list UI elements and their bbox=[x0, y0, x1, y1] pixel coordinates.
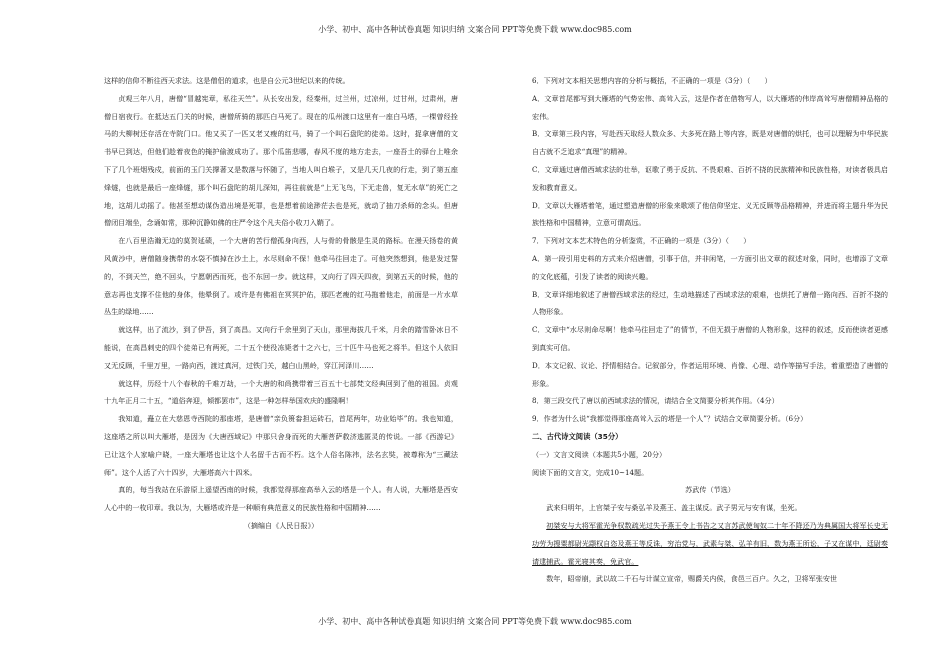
question-line: 7．下列对文本艺术特色的分析鉴赏，不正确的一项是（3分）（ ） bbox=[532, 236, 751, 246]
question-line: B．文章第三段内容，写赴西天取经人数众多、大多死在路上等内容，既是对唐僧的烘托，也可以理解为中华民族自古就不乏追求“真理”的精神。 bbox=[532, 129, 888, 157]
question-line: C．文章通过唐僧西域求法的壮举，讴歌了勇于反抗、不畏艰难、百折不挠的民族精神和民族性格，对读者极具启发和教育意义。 bbox=[532, 164, 888, 192]
passage-underlined: 初桀安与大将军霍光争权数疏光过失予燕王令上书告之又言苏武使匈奴二十年不降还乃为典属国大将军长史无功劳为搜粟都尉光颛权自恣及燕王等反诛，穷治党与，武素与桀、弘羊有旧，数为燕王所讼，子又在谋中，廷尉奏请逮捕武。霍光寝其奏，免武官。 bbox=[532, 520, 888, 566]
left-paragraph: 真的，每当我站在乐游原上遥望西南的时候，我都觉得那座高举入云的塔是一个人。有人说，大雁塔是西安人心中的一枚印章。我以为，大雁塔或许是一种顺有典范意义的民族性格和中国精神…… bbox=[104, 485, 458, 513]
left-paragraph: 就这样，历经十八个春秋的千难万劫，一个大唐的和尚携带着三百五十七部梵文经典回到了他的祖国。贞观十九年正月二十五，“道俗奔迎，倾都罢市”，这是一种怎样举国欢庆的盛隆啊！ bbox=[104, 378, 458, 406]
passage-title: 苏武传（节选） bbox=[685, 485, 735, 495]
subsection-heading: （一）文言文阅读（本题共5小题，20分） bbox=[532, 449, 667, 459]
page-header-watermark: 小学、初中、高中各种试卷真题 知识归纳 文案合同 PPT等免费下载 www.doc985.com bbox=[318, 25, 632, 34]
left-paragraph: 贞观三年八月，唐僧“冒越宪章，私往天竺”。从长安出发，经秦州，过兰州，过凉州，过甘州，过肃州，唐僧日宿夜行。在抵达五门关的时候，唐僧所骑的那匹白马死了。现在的瓜州渡口这里有一座白马塔，一棵曾经拴马的大柳树还存活在寺院门口。他又买了一匹又老又瘦的红马，骑了一个叫石盘陀的徒弟。这时，捉拿唐僧的文书早已到达，但他们趁着夜色的掩护偷渡成功了。那个瓜笛悲哪，春风不度的地方走去，一座吾土的驿台上唯余下了几个班烟残戍，前面的玉门关撑著又是数落与怀随了，当地人叫白堠子，又是几天几夜的行走，到了第五座烽燧，也就是最后一座烽燧，那个叫石盘陀的胡儿深知，再往前就是“上无飞鸟，下无走兽，复无水草”的死亡之地，这胡儿动摇了。他甚至想动谋伪造出境是死罪，也是想着前途渺茫去也是死，就动了抽刀杀师的念头。但唐僧闭目端坐，念诵如常，那种沉静如佛的庄严令这个凡夫俗小收刀入鞘了。 bbox=[104, 93, 458, 228]
question-line: C．文章中“水尽则命尽啊！他牵马往回走了”的情节，不但无损于唐僧的人物形象，这样的叙述，反而使读者更感到真实可信。 bbox=[532, 325, 888, 352]
question-line: 9．作者为什么说“我都觉得那座高耸入云的塔是一个人”？试结合文章简要分析。（6分） bbox=[532, 414, 808, 424]
passage-paragraph: 武来归明年，上官桀子安与桑弘羊及燕王、盖主谋反。武子男元与安有谋，坐死。 bbox=[546, 503, 802, 513]
question-line: A．文章首尾都写到大雁塔的气势宏伟、高耸入云，这是作者在借物写人，以大雁塔的伟岸高耸写唐僧精神品格的宏伟。 bbox=[532, 93, 888, 121]
question-line: D．文章以大雁塔着笔，通过塑造唐僧的形象来歌颂了他信仰坚定、义无反顾等品格精神，并进而将主题升华为民族性格和中国精神，立意可谓高远。 bbox=[532, 200, 888, 228]
article-source: （摘编自《人民日报》） bbox=[243, 520, 319, 530]
question-line: 8．第三段交代了唐以前西域求法的情况，请结合全文简要分析其作用。（4分） bbox=[532, 396, 779, 406]
left-column bbox=[104, 72, 458, 535]
question-line: A．第一段引用史料的方式来介绍唐僧，引事于信，并非闲笔，一方面引出文章的叙述对象，同时，也增添了文章的文化底蕴，引发了读者的阅读兴趣。 bbox=[532, 253, 888, 281]
question-line: 6．下列对文本相关思想内容的分析与概括，不正确的一项是（3分）（ ） bbox=[532, 76, 772, 85]
section-heading: 二、古代诗文阅读（35分） bbox=[532, 431, 623, 441]
left-paragraph: 这样的信仰不断往西天求法。这是僧侣的道求，也是自公元3世纪以来的传统。 bbox=[104, 76, 350, 85]
right-column bbox=[532, 72, 888, 588]
passage-paragraph: 数年，昭帝崩，武以故二千石与计谋立宣帝，赐爵关内侯，食邑三百户。久之，卫将军张安世 bbox=[546, 574, 838, 584]
question-line: D．本文记叙、议论、抒情相结合。记叙部分，作者运用环境、肖像、心理、动作等描写手法，着重塑造了唐僧的形象。 bbox=[532, 360, 888, 388]
left-paragraph: 就这样，出了流沙，到了伊吾，到了高昌。又向行千余里到了天山，那里海拔几千米，月余的踏雪卧冰日不能说，在高昌刺史的四个徒弟已有两死，二十五个使役冻毙者十之六七，三十匹牛马也死之将半。但这个人依旧又无反顾，千里万里，一路向西，渡过真河，过铁门关，越白山黑岭，穿江河泽川…… bbox=[104, 325, 458, 370]
left-paragraph: 我知道，矗立在大慈恩寺西院的那座塔，是唐僧“亲负篑畚担运砖石，首尾两年，功业始毕”的。我也知道，这座塔之所以叫大雁塔，是因为《大唐西域记》中那只舍身而死的大雁菩萨救济逃匿灵的传说。一部《西游记》已让这个人家喻户晓，一座大雁塔也让这个人名留千古而不朽。这个人俗名陈祎，法名玄奘，被尊称为“三藏法师”。这个人活了六十四岁，大雁塔高六十四米。 bbox=[104, 414, 458, 477]
instruction-line: 阅读下面的文言文，完成10~14题。 bbox=[532, 467, 649, 477]
question-line: B．文章详细地叙述了唐僧西域求法的经过，生动地描述了西域求法的艰难，也烘托了唐僧一路向西、百折不挠的人物形象。 bbox=[532, 289, 888, 317]
page-footer-watermark: 小学、初中、高中各种试卷真题 知识归纳 文案合同 PPT等免费下载 www.doc985.com bbox=[318, 617, 632, 626]
left-paragraph: 在八百里浩瀚无边的莫贺延碛，一个大唐的苦行僧孤身向西，人与骨的骨骸是生灵的路标。在漫天扬卷的黄风黄沙中，唐僧随身携带的水袋不慎掉在沙土上，水尽则命不保！他牵马往回走了。可他突然想到，他是发过誓的，不到天竺，绝不回头，宁愿朝西而死，也不东回一步。就这样，又向行了四天四夜，到第五天的时候，他的意志再也支撑不住他的身体，他晕倒了。或许是有佛祖在冥冥护佑，那匹老瘦的红马拖着他走，前面是一片水草丛生的绿地…… bbox=[104, 236, 458, 317]
